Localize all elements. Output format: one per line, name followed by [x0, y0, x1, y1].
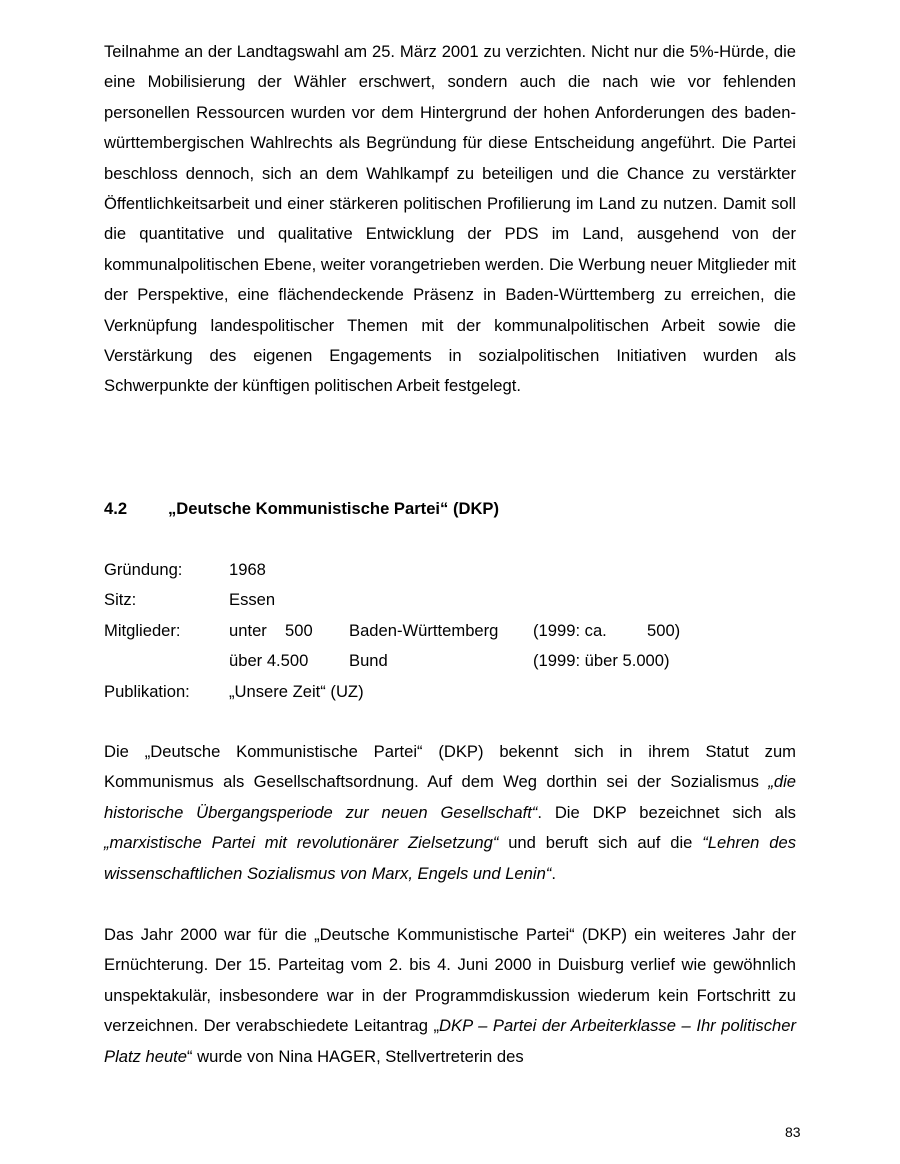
statute-quote-1: „die historische Übergangsperiode zur neuen Gesellschaft“ [104, 772, 796, 822]
members-bw-number: 500 [285, 620, 313, 640]
members-bw-prev-number: 500) [647, 620, 681, 640]
statute-quote-3: “Lehren des wissenschaftlichen Sozialismus von Marx, Engels und Lenin“ [104, 833, 796, 883]
statute-text-4: . [551, 863, 556, 883]
members-federal-value: über 4.500 [229, 651, 309, 671]
statute-text-1: Die „Deutsche Kommunistische Partei“ (DKP) bekennt sich in ihrem Statut zum Kommunismus als Gesellschaftsordnung. Auf dem Weg dorthin sei der Sozialismus [104, 742, 796, 792]
paragraph-dkp-statute [104, 737, 796, 889]
seat-value: Essen [229, 590, 276, 610]
members-federal-prev: (1999: über 5.000) [533, 651, 670, 671]
publication-label: Publikation: [104, 681, 190, 701]
section-heading [104, 494, 499, 524]
statute-text-3: und beruft sich auf die [498, 833, 703, 853]
year-2000-quote: DKP – Partei der Arbeiterklasse – Ihr politischer Platz heute [104, 1016, 796, 1066]
members-bw-prev-prefix: (1999: ca. [533, 620, 607, 640]
founding-label: Gründung: [104, 560, 183, 579]
year-2000-text-1: Das Jahr 2000 war für die „Deutsche Kommunistische Partei“ (DKP) ein weiteres Jahr der Ernüchterung. Der 15. Parteitag vom 2. bis 4. Juni 2000 in Duisburg verlief wie gewöhnlich unspektakulär, insbesondere war in der Programmdiskussion wiederum kein Fortschritt zu verzeichnen. Der verabschiedete Leitantrag „ [104, 925, 796, 1036]
paragraph-pds-election: Teilnahme an der Landtagswahl am 25. März 2001 zu verzichten. Nicht nur die 5%-Hürde, die eine Mobilisierung der Wähler erschwert, sondern auch die nach wie vor fehlenden personellen Ressourcen wurden vor dem Hintergrund der hohen Anforderungen des baden-württembergischen Wahlrechts als Begründung für diese Entscheidung angeführt. Die Partei beschloss dennoch, sich an dem Wahlkampf zu beteiligen und die Chance zu verstärkter Öffentlichkeitsarbeit und einer stärkeren politischen Profilierung im Land zu nutzen. Damit soll die quantitative und qualitative Entwicklung der PDS im Land, ausgehend von der kommunalpolitischen Ebene, weiter vorangetrieben werden. Die Werbung neuer Mitglieder mit der Perspektive, eine flächendeckende Präsenz in Baden-Württemberg zu erreichen, die Verknüpfung landespolitischer Themen mit der kommunalpolitischen Arbeit sowie die Verstärkung des eigenen Engagements in sozialpolitischen Initiativen wurden als Schwerpunkte der künftigen politischen Arbeit festgelegt. [104, 42, 796, 396]
members-bw-prefix: unter [229, 620, 267, 640]
members-label: Mitglieder: [104, 620, 181, 640]
statute-text-2: . Die DKP bezeichnet sich als [537, 802, 796, 822]
statute-quote-2: „marxistische Partei mit revolutionärer Zielsetzung“ [104, 833, 499, 853]
publication-value: „Unsere Zeit“ (UZ) [229, 681, 364, 701]
section-title: „Deutsche Kommunistische Partei“ (DKP) [168, 499, 500, 518]
seat-label: Sitz: [104, 590, 137, 610]
paragraph-dkp-2000 [104, 920, 796, 1072]
members-federal-region: Bund [349, 651, 388, 671]
founding-value: 1968 [229, 560, 266, 579]
members-bw-region: Baden-Württemberg [349, 620, 499, 640]
year-2000-text-2: “ wurde von Nina HAGER, Stellvertreterin des [187, 1046, 524, 1066]
section-number: 4.2 [104, 499, 128, 518]
page-number: 83 [785, 1124, 801, 1140]
